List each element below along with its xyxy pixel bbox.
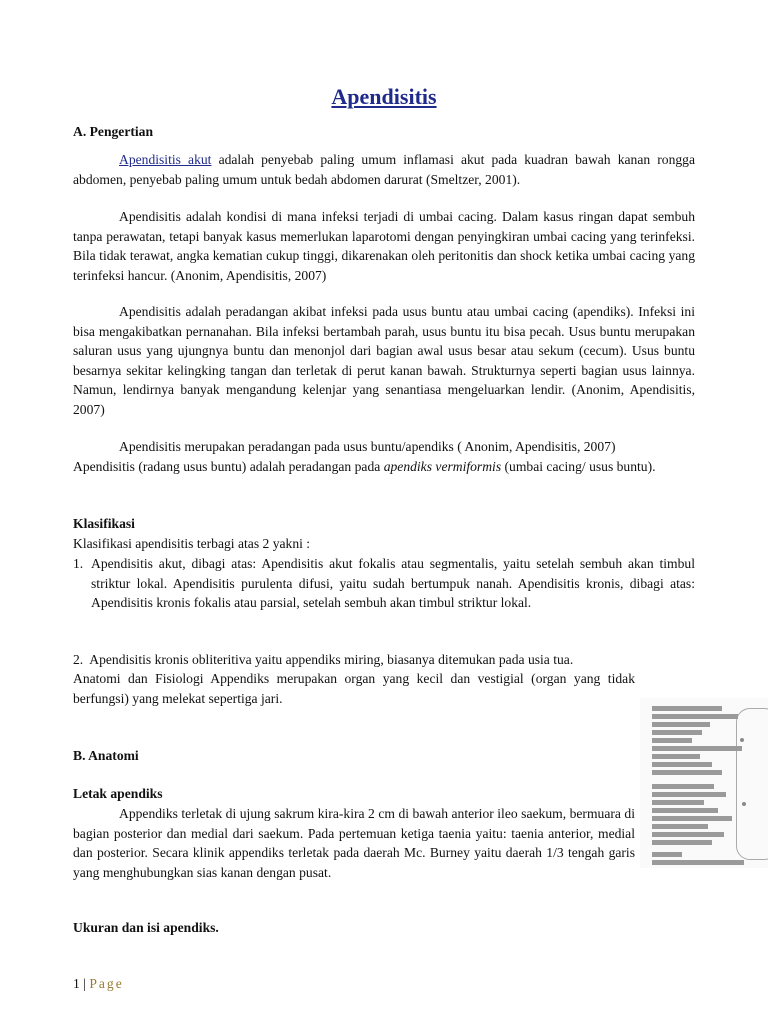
figure-text-line: [652, 808, 718, 813]
figure-text-line: [652, 738, 692, 743]
abdominal-pain-figure: [640, 698, 768, 868]
figure-text-line: [652, 706, 722, 711]
klasifikasi-heading: Klasifikasi: [73, 516, 135, 531]
list-item-text: Apendisitis kronis obliteritiva yaitu appendiks miring, biasanya ditemukan pada usia tua.: [89, 652, 574, 667]
list-number: 2.: [73, 652, 84, 667]
paragraph-definition-4-line1: Apendisitis merupakan peradangan pada usus buntu/apendiks ( Anonim, Apendisitis, 2007): [119, 439, 616, 454]
page-number: 1: [73, 976, 80, 991]
figure-text-line: [652, 762, 712, 767]
list-number: 1.: [73, 556, 84, 571]
paragraph-definition-2: Apendisitis adalah kondisi di mana infeksi terjadi di umbai cacing. Dalam kasus ringan dapat sembuh tanpa perawatan, tetapi banyak kasus memerlukan laparotomi dengan penyingkiran umbai cacing yang terinfeksi. Bila tidak terawat, angka kematian cukup tinggi, dikarenakan oleh peritonitis dan shock ketika umbai cacing yang terinfeksi hancur. (Anonim, Apendisitis, 2007): [73, 209, 695, 283]
document-title: Apendisitis: [331, 84, 437, 109]
anatomi-fisiologi-paragraph: Anatomi dan Fisiologi Appendiks merupakan organ yang kecil dan vestigial (organ yang tidak berfungsi) yang melekat sepertiga jari.: [73, 671, 635, 706]
letak-apendiks-paragraph: Appendiks terletak di ujung sakrum kira-kira 2 cm di bawah anterior ileo saekum, bermuara di bagian posterior dan medial dari saekum. Pada pertemuan ketiga taenia yaitu: taenia anterior, medial dan posterior. Secara klinik appendiks terletak pada daerah Mc. Burney yaitu daerah 1/3 tengah garis yang menghubungkan sias kanan dengan pusat.: [73, 806, 635, 880]
letak-apendiks-heading: Letak apendiks: [73, 786, 163, 801]
klasifikasi-item-2: [73, 650, 695, 670]
paragraph-definition-3: Apendisitis adalah peradangan akibat infeksi pada usus buntu atau umbai cacing (apendiks). Infeksi ini bisa mengakibatkan pernanahan. Bila infeksi bertambah parah, usus buntu itu bisa pecah. Usus buntu merupakan saluran usus yang ujungnya buntu dan menonjol dari bagian awal usus besar atau sekum (cecum). Usus buntu besarnya sekitar kelingking tangan dan terletak di perut kanan bawah. Strukturnya seperti bagian usus lainnya. Namun, lendirnya banyak mengandung kelenjar yang senantiasa mengeluarkan lendir. (Anonim, Apendisitis, 2007): [73, 304, 695, 417]
paragraph-definition-4: [73, 457, 695, 477]
footer-separator: |: [79, 976, 90, 991]
section-b-heading: B. Anatomi: [73, 748, 139, 763]
figure-text-line: [652, 832, 724, 837]
body-silhouette: [736, 708, 768, 860]
italic-term: apendiks vermiformis: [383, 459, 502, 474]
paragraph-text: adalah penyebab paling umum inflamasi akut pada kuadran bawah kanan rongga abdomen, penyebab paling umum untuk bedah abdomen darurat (Smeltzer, 2001).: [73, 152, 696, 187]
figure-text-line: [652, 754, 700, 759]
figure-marker: [742, 802, 746, 806]
figure-text-line: [652, 722, 710, 727]
klasifikasi-list: [73, 554, 695, 613]
paragraph-definition-1: [73, 150, 695, 189]
figure-text-line: [652, 840, 712, 845]
ukuran-apendiks-heading: Ukuran dan isi apendiks.: [73, 920, 219, 935]
figure-text-line: [652, 800, 704, 805]
klasifikasi-intro: Klasifikasi apendisitis terbagi atas 2 yakni :: [73, 536, 311, 551]
figure-text-line: [652, 816, 732, 821]
paragraph-text: Apendisitis (radang usus buntu) adalah peradangan pada: [73, 459, 381, 474]
page-label: Page: [89, 976, 124, 991]
figure-text-line: [652, 746, 742, 751]
figure-text-line: [652, 770, 722, 775]
figure-caption-line: [652, 860, 744, 865]
figure-caption-line: [652, 852, 682, 857]
figure-text-line: [652, 730, 702, 735]
list-item: [73, 554, 695, 613]
list-item-text: Apendisitis akut, dibagi atas: Apendisitis akut fokalis atau segmentalis, yaitu setelah sembuh akan timbul striktur lokal. Apendisitis purulenta difusi, yaitu sudah bertumpuk nanah. Apendisitis kronis, dibagi atas: Apendisitis kronis fokalis atau parsial, setelah sembuh akan timbul striktur lokal.: [91, 556, 695, 610]
figure-text-line: [652, 714, 738, 719]
figure-text-line: [652, 792, 726, 797]
figure-text-line: [652, 784, 714, 789]
page-footer: [73, 976, 124, 992]
paragraph-text: (umbai cacing/ usus buntu).: [504, 459, 656, 474]
section-a-heading: A. Pengertian: [73, 124, 154, 139]
apendisitis-akut-link[interactable]: Apendisitis akut: [119, 152, 212, 167]
figure-text-line: [652, 824, 708, 829]
figure-marker: [740, 738, 744, 742]
